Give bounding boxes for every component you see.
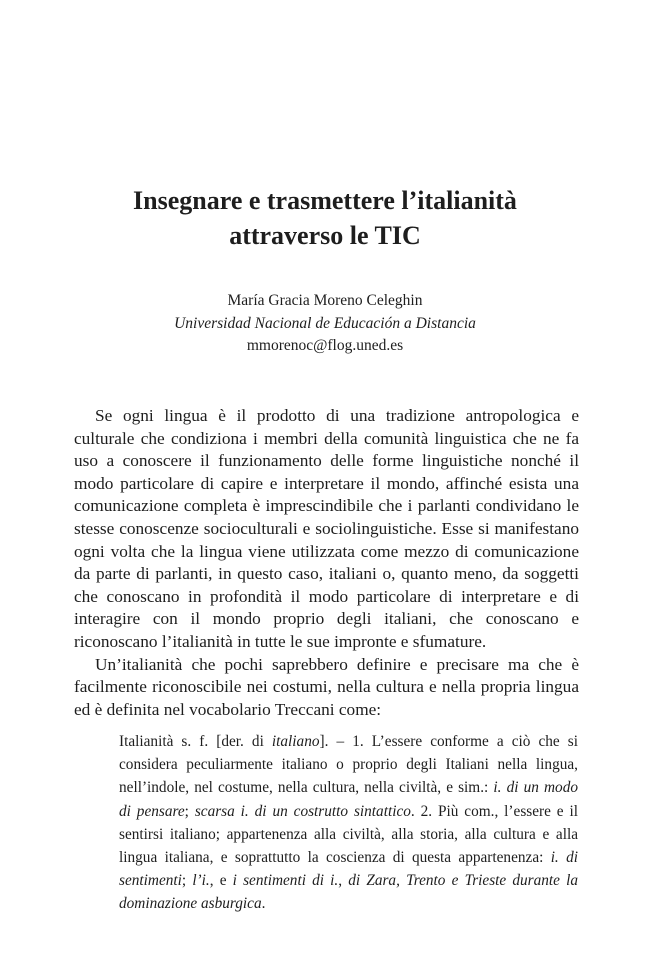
quote-part: i. di un modo di pensare bbox=[119, 779, 579, 820]
author-affiliation: Universidad Nacional de Educación a Distancia bbox=[174, 315, 476, 332]
quote-part: ; bbox=[184, 802, 195, 820]
paragraph-1: Se ogni lingua è il prodotto di una tradizione antropologica e culturale che condiziona i membri della comunità linguistica che ne fa uso a conoscere il funzionamento delle forme linguistiche nonché il modo particolare di capire e interpretare il mondo, affinché esista una comunicazione completa è imprescindibile che i parlanti condividano le stesse conoscenze socioculturali e sociolinguistiche. Esse si manifestano ogni volta che la lingua viene utilizzata come mezzo di comunicazione da parte di parlanti, in questo caso, italiani o, quanto meno, da soggetti che conoscano in profondità il modo particolare di interpretare e di interagire con il mondo proprio degli italiani, che conoscano e riconoscano l’italianità in tutte le sue impronte e sfumature. bbox=[74, 406, 579, 651]
quote-part: . bbox=[261, 895, 266, 913]
title-line-2: attraverso le TIC bbox=[229, 221, 421, 250]
dictionary-quote bbox=[119, 730, 578, 916]
quote-part: . 2. Più com., l’essere e il sentirsi italiano; appartenenza alla civiltà, alla storia, alla cultura e alla lingua italiana, e soprattutto la coscienza di questa appartenenza: bbox=[119, 802, 578, 867]
quote-part: ; bbox=[181, 872, 193, 890]
quote-part: di Zara, Trento e Trieste durante la dominazione asburgica bbox=[119, 872, 579, 913]
quote-part: Italianità s. f. [der. di bbox=[119, 733, 272, 750]
quote-part: , e bbox=[209, 872, 233, 890]
quote-part: italiano bbox=[271, 733, 320, 750]
title-line-1: Insegnare e trasmettere l’italianità bbox=[133, 186, 517, 215]
body-text bbox=[74, 405, 579, 721]
quote-part: scarsa i. di un costrutto sintattico bbox=[194, 802, 411, 820]
quote-part: ]. – 1. L’essere conforme a ciò che si considera peculiarmente italiano o proprio degli Italiani nella lingua, nell’indole, nel costume, nella cultura, nella civiltà, e sim.: bbox=[119, 733, 578, 797]
quote-part: i sentimenti di i. bbox=[232, 872, 339, 890]
quote-part: i. di sentimenti bbox=[119, 849, 578, 890]
paragraph-2: Un’italianità che pochi saprebbero definire e precisare ma che è facilmente riconoscibile nei costumi, nella cultura e nella propria lingua ed è definita nel vocabolario Treccani come: bbox=[74, 654, 579, 719]
quote-text bbox=[119, 730, 578, 916]
author-email: mmorenoc@flog.uned.es bbox=[246, 337, 404, 354]
paper-title bbox=[40, 183, 610, 253]
quote-part: l’i. bbox=[192, 872, 210, 890]
author-name: María Gracia Moreno Celeghin bbox=[227, 292, 423, 309]
quote-part: , bbox=[338, 872, 349, 890]
